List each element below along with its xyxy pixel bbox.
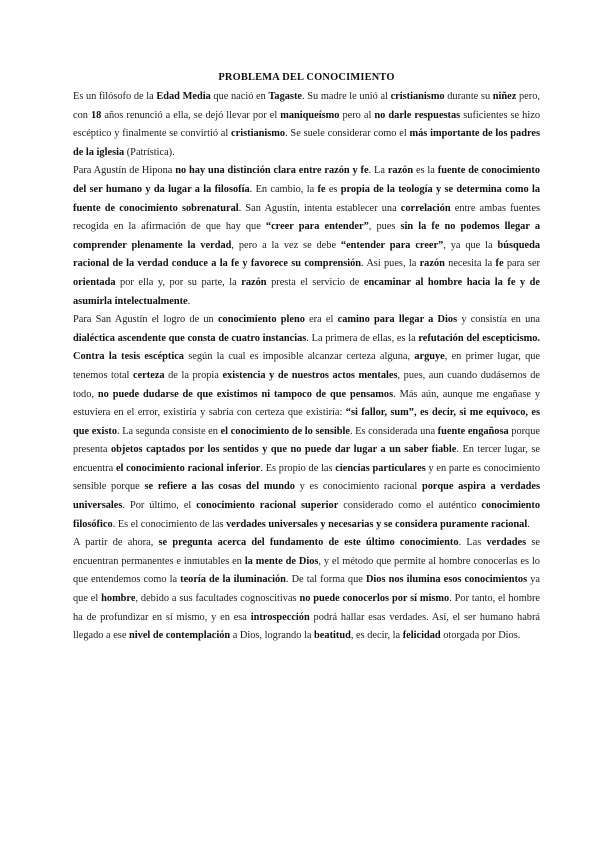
text: podrá hallar esas verdades. Así, el ser humano habrá llegado a ese: [73, 611, 540, 642]
text: .: [527, 518, 530, 530]
bold-text: conocimiento pleno: [217, 314, 305, 326]
bold-text: felicidad: [402, 630, 441, 642]
bold-text: dialéctica ascendente que consta de cuatro instancias: [73, 332, 307, 344]
bold-text: beatitud: [314, 630, 351, 642]
bold-text: camino para llegar a Dios: [337, 314, 458, 326]
text: , y el método que permite al hombre conocerlas es lo que entendemos como la: [73, 555, 540, 586]
text: pero, con: [73, 91, 540, 121]
text: por ella y, por su parte, la: [115, 276, 242, 288]
text: .: [187, 295, 191, 307]
bold-text: el conocimiento de lo sensible: [220, 425, 350, 437]
text: entre ambas fuentes recogida en la afirmación de que hay que: [73, 202, 540, 233]
bold-text: no puede conocerlos por sí mismo: [299, 593, 450, 605]
bold-text: no puede dudarse de que existimos ni tampoco de que pensamos: [97, 388, 394, 400]
text: . Así pues, la: [361, 258, 420, 270]
text: Es un filósofo de la: [73, 91, 157, 102]
bold-text: fuente engañosa: [437, 425, 509, 437]
text: pero al: [339, 109, 375, 121]
text: . Se suele considerar como el: [285, 128, 410, 140]
text: presta el servicio de: [266, 276, 364, 288]
text: Para San Agustín el logro de un: [73, 314, 218, 326]
bold-text: fe: [317, 183, 326, 195]
document-title: PROBLEMA DEL CONOCIMIENTO: [218, 72, 395, 83]
bold-text: Dios nos ilumina esos conocimientos: [365, 574, 528, 586]
bold-text: razón: [419, 258, 445, 270]
bold-text: conocimiento racional superior: [196, 500, 339, 512]
text: y es conocimiento racional: [294, 481, 422, 493]
text: suficientes se hizo escéptico y finalmente se convirtió al: [73, 109, 540, 140]
bold-text: correlación: [400, 202, 451, 214]
bold-text: verdades universales y necesarias y se considera puramente racional: [226, 518, 528, 530]
bold-text: “creer para entender”: [265, 221, 369, 233]
bold-text: propia de la teología y se determina como la fuente de conocimiento sobrenatural: [73, 183, 540, 214]
text: , pues, aun cuando dudásemos de todo,: [73, 369, 541, 400]
bold-text: objetos captados por los sentidos y que no puede dar lugar a un saber fiable: [110, 444, 457, 456]
text: . De tal forma que: [285, 574, 366, 586]
text: durante su: [444, 91, 493, 102]
bold-text: hombre: [101, 593, 136, 605]
bold-text: verdades: [486, 537, 527, 549]
text: . Es considerada una: [349, 425, 438, 437]
bold-text: orientada: [73, 276, 116, 288]
text: que nació en: [210, 91, 269, 102]
bold-text: conocimiento filosófico: [73, 500, 541, 530]
text: a Dios, logrando la: [230, 630, 315, 642]
bold-text: “si fallor, sum”, es decir, si me equivoco, es que existo: [73, 407, 540, 437]
text: otorgada por Dios.: [440, 630, 521, 642]
bold-text: no darle respuestas: [374, 109, 461, 121]
bold-text: razón: [241, 276, 267, 288]
bold-text: el conocimiento racional inferior: [115, 462, 261, 474]
text: , ya que la: [443, 239, 498, 251]
text: . La segunda consiste en: [117, 425, 221, 437]
paragraph-illumination: [73, 534, 540, 646]
text: y en parte es conocimiento sensible porque: [73, 462, 540, 493]
text: . Su madre le unió al: [302, 91, 391, 102]
bold-text: existencia y de nuestros actos mentales: [222, 369, 398, 381]
bold-text: cristianismo: [390, 91, 445, 102]
bold-text: nivel de contemplación: [129, 630, 231, 642]
bold-text: razón: [387, 165, 414, 177]
bold-text: teoría de la iluminación: [180, 574, 286, 586]
text: según la cual es imposible alcanzar certeza alguna,: [183, 351, 415, 363]
bold-text: no hay una distinción clara entre razón y fe: [175, 165, 369, 177]
text: es la: [413, 165, 438, 177]
text: y consistía en una: [457, 314, 540, 326]
text: años renunció a ella, se dejó llevar por el: [101, 109, 281, 121]
bold-text: se pregunta acerca del fundamento de este último conocimiento: [158, 537, 459, 549]
text: necesita la: [444, 258, 496, 270]
text: . Por último, el: [122, 500, 197, 512]
text: , pero a la vez se debe: [231, 239, 341, 251]
bold-text: maniqueísmo: [280, 109, 340, 121]
text: . En cambio, la: [249, 183, 318, 195]
bold-text: fuente de conocimiento del ser humano y da lugar a la filosofía: [73, 165, 541, 195]
bold-text: la mente de Dios: [244, 555, 319, 567]
text: A partir de ahora,: [73, 537, 159, 549]
text: . Más aún, aunque me engañase y estuviera en el error, existiría y sabría con certeza que existiría:: [73, 388, 540, 419]
bold-text: búsqueda racional de la verdad conduce a la fe y favorece su comprensión: [73, 239, 540, 270]
paragraph-faith-and-reason: [73, 162, 540, 311]
text: , en primer lugar, que tenemos total: [73, 351, 541, 381]
bold-text: 18: [90, 109, 102, 121]
text: . Por tanto, el hombre ha de profundizar en sí mismo, y en esa: [73, 593, 540, 623]
text: Para Agustín de Hipona: [73, 165, 176, 177]
text: . La: [368, 165, 388, 177]
text: . La primera de ellas, es la: [306, 332, 419, 344]
text: . San Agustín, intenta establecer una: [238, 202, 401, 214]
bold-text: más importante de los padres de la iglesia: [73, 128, 540, 158]
text: ya que el: [73, 574, 540, 605]
text: (Patrística).: [124, 146, 175, 158]
bold-text: cristianismo: [231, 128, 286, 140]
text: de la propia: [164, 369, 223, 381]
bold-text: se refiere a las cosas del mundo: [144, 481, 295, 493]
bold-text: Edad Media: [156, 91, 211, 102]
text: porque presenta: [73, 425, 540, 456]
bold-text: fe: [495, 258, 504, 270]
text: . Es propio de las: [260, 462, 336, 474]
bold-text: Tagaste: [268, 91, 302, 102]
text: , debido a sus facultades cognoscitivas: [135, 593, 300, 605]
text: es: [325, 183, 341, 195]
bold-text: “entender para creer”: [340, 239, 444, 251]
bold-text: niñez: [492, 91, 517, 102]
text: para ser: [503, 258, 540, 270]
bold-text: introspección: [250, 611, 310, 623]
text: era el: [304, 314, 338, 326]
text: se encuentran permanentes e inmutables en: [73, 537, 540, 567]
text: considerado como el auténtico: [338, 500, 482, 512]
bold-text: sin la fe no podemos llegar a comprender plenamente la verdad: [73, 221, 541, 251]
bold-text: encaminar al hombre hacia la fe y de asumirla intelectualmente: [73, 276, 540, 307]
bold-text: arguye: [414, 351, 445, 363]
text: , pues: [368, 221, 401, 233]
paragraph-biography: [73, 88, 540, 162]
paragraph-dialectic: [73, 311, 540, 534]
bold-text: refutación del escepticismo. Contra la tesis escéptica: [73, 332, 540, 363]
text: , es decir, la: [350, 630, 403, 642]
bold-text: porque aspira a verdades universales: [73, 481, 541, 512]
bold-text: certeza: [132, 369, 165, 381]
text: . En tercer lugar, se encuentra: [73, 444, 541, 474]
text: . Es el conocimiento de las: [112, 518, 227, 530]
bold-text: ciencias particulares: [335, 462, 426, 474]
text: . Las: [458, 537, 487, 549]
